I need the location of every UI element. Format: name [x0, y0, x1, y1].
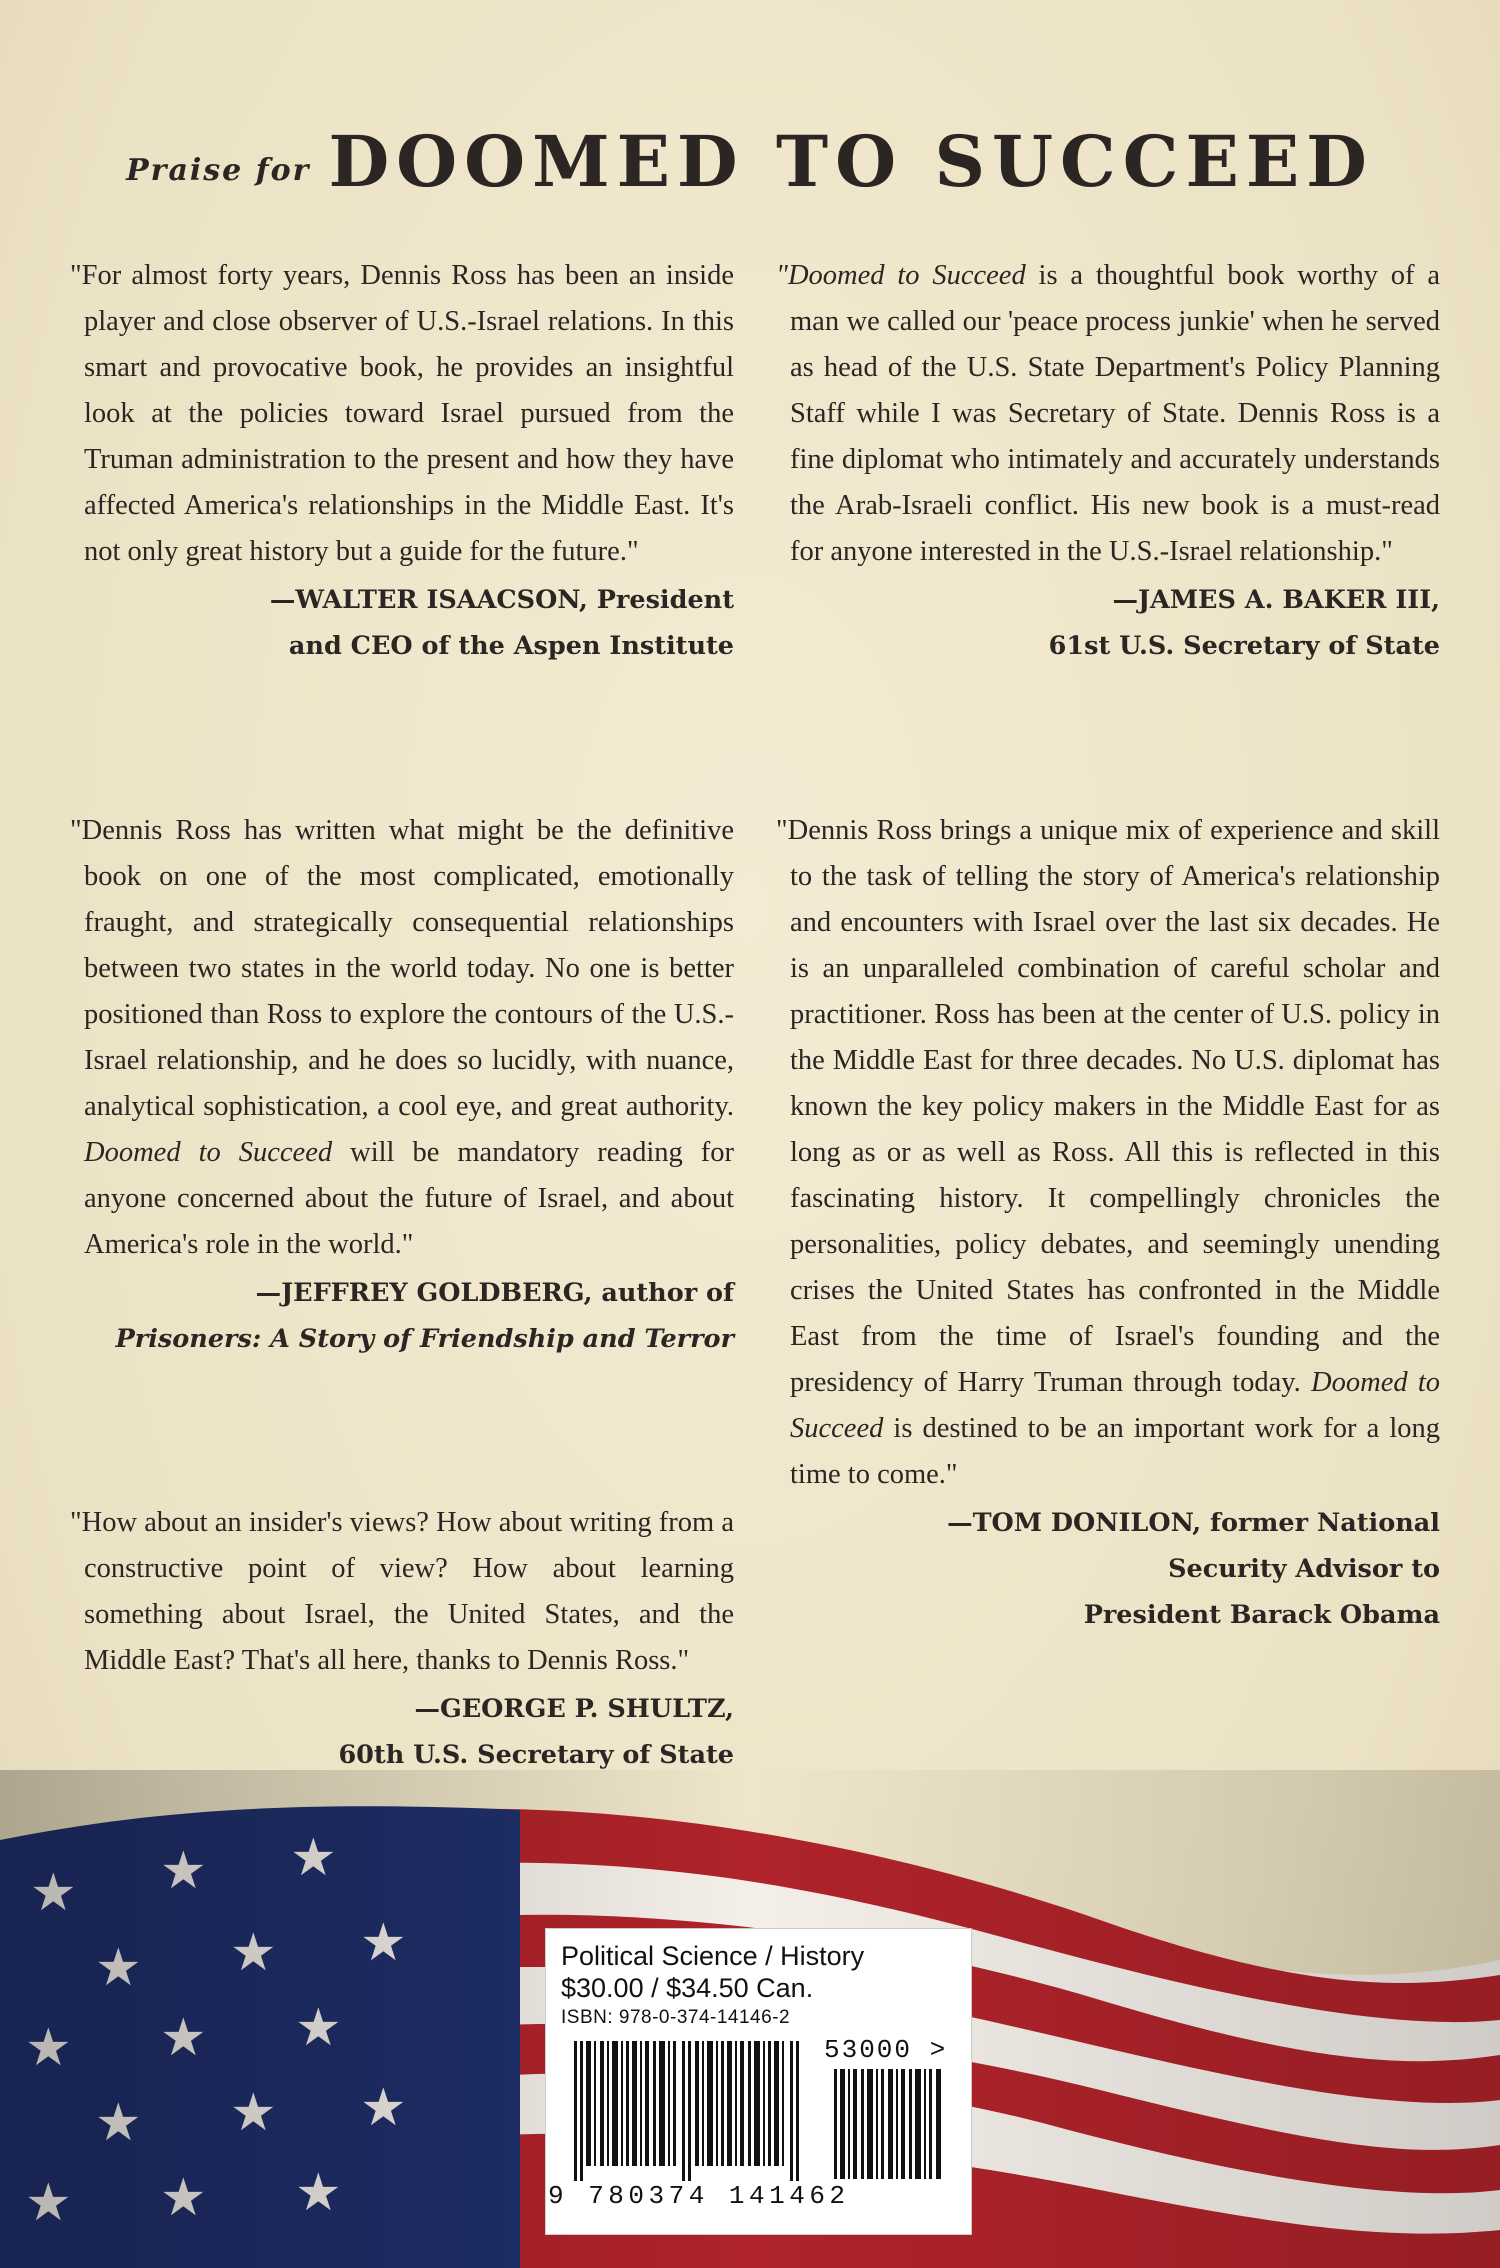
praise-label: Praise for — [126, 153, 311, 188]
attribution — [66, 1270, 734, 1362]
addon-code: 53000 > — [824, 2035, 948, 2065]
barcode — [574, 2041, 819, 2181]
price-label: $30.00 / $34.50 Can. — [561, 1973, 814, 2003]
attribution-line: —GEORGE P. SHULTZ, — [414, 1694, 734, 1724]
attribution-line: President Barack Obama — [1083, 1600, 1440, 1630]
attribution-line: —JEFFREY GOLDBERG, author of — [255, 1278, 734, 1308]
quote-text: "For almost forty years, Dennis Ross has been an inside player and close observer of U.S.-Israel relations. In this smart and provocative book, he provides an insightful look at the policies toward Israel pursued from the Truman administration to the present and how they have affected America's relationships in the Middle East. It's not only great history but a guide for the future." — [70, 260, 734, 567]
attribution-line: 61st U.S. Secretary of State — [1048, 631, 1440, 661]
book-title: DOOMED TO SUCCEED — [328, 120, 1374, 203]
blurb-shultz — [66, 1500, 734, 1778]
blurb-donilon — [772, 808, 1440, 1638]
attribution-line: and CEO of the Aspen Institute — [288, 631, 734, 661]
attribution — [66, 577, 734, 669]
blurb-isaacson — [66, 253, 734, 669]
attribution — [66, 1686, 734, 1778]
attribution-line: —JAMES A. BAKER III, — [1112, 585, 1440, 615]
category-label: Political Science / History — [561, 1941, 865, 1971]
attribution-line: —WALTER ISAACSON, President — [269, 585, 734, 615]
quote-part: is a thoughtful book worthy of a man we called our 'peace process junkie' when he served as head of the U.S. State Department's Policy Planning Staff while I was Secretary of State. Dennis Ross is a fine diplomat who intimately and accurately understands the Arab-Israeli conflict. His new book is a must-read for anyone interested in the U.S.-Israel relationship." — [790, 260, 1440, 567]
attribution-line: Security Advisor to — [1168, 1554, 1440, 1584]
barcode-digits: 9 780374 141462 — [548, 2181, 850, 2211]
book-title-italic: Prisoners: A Story of Friendship and Terror — [115, 1324, 734, 1354]
book-title-italic: "Doomed to Succeed — [776, 260, 1026, 291]
attribution-line: —TOM DONILON, former National — [947, 1508, 1440, 1538]
book-title-italic: Doomed to Succeed — [84, 1137, 333, 1168]
attribution — [772, 1500, 1440, 1638]
quote-part: will be mandatory reading for anyone concerned about the future of Israel, and about America's role in the world." — [84, 1137, 734, 1260]
quote-part: is destined to be an important work for a long time to come." — [790, 1413, 1440, 1490]
blurb-goldberg — [66, 808, 734, 1362]
book-title-italic: Doomed to Succeed — [790, 1367, 1440, 1444]
quote-text — [66, 808, 734, 1268]
quote-part: "Dennis Ross brings a unique mix of experience and skill to the task of telling the story of America's relationship and encounters with Israel over the last six decades. He is an unparalleled combination of careful scholar and practitioner. Ross has been at the center of U.S. policy in the Middle East for three decades. No U.S. diplomat has known the key policy makers in the Middle East for as long as or as well as Ross. All this is reflected in this fascinating history. It compellingly chronicles the personalities, policy debates, and seemingly unending crises the United States has confronted in the Middle East from the time of Israel's founding and the presidency of Harry Truman through today. — [776, 815, 1440, 1398]
attribution-line — [66, 1316, 734, 1362]
addon-barcode — [834, 2069, 954, 2179]
quote-text — [772, 253, 1440, 575]
price-barcode-box — [545, 1928, 972, 2235]
quote-text: "How about an insider's views? How about writing from a constructive point of view? How about learning something about Israel, the United States, and the Middle East? That's all here, thanks to Dennis Ross." — [70, 1507, 734, 1676]
attribution-line: 60th U.S. Secretary of State — [338, 1740, 734, 1770]
blurb-baker — [772, 253, 1440, 669]
quote-text — [772, 808, 1440, 1498]
quote-part: "Dennis Ross has written what might be the definitive book on one of the most complicated, emotionally fraught, and strategically consequential relationships between two states in the world today. No one is better positioned than Ross to explore the contours of the U.S.-Israel relationship, and he does so lucidly, with nuance, analytical sophistication, a cool eye, and great authority. — [70, 815, 734, 1122]
page-title — [0, 120, 1500, 203]
attribution — [772, 577, 1440, 669]
isbn-label: ISBN: 978-0-374-14146-2 — [561, 2007, 791, 2028]
